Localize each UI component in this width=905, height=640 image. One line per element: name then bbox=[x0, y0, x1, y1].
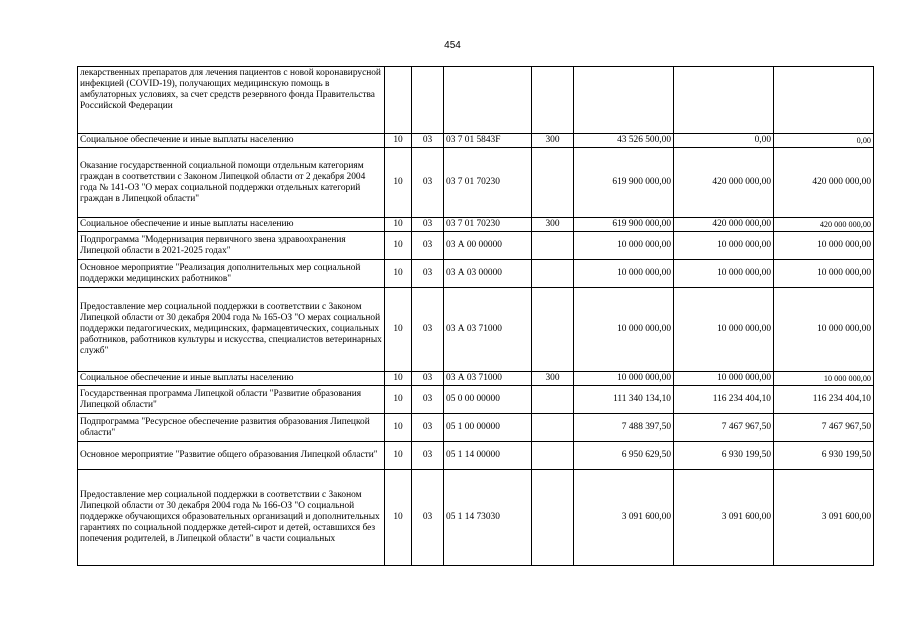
row-amount-3: 420 000 000,00 bbox=[774, 148, 874, 218]
row-amount-1: 619 900 000,00 bbox=[574, 218, 674, 232]
row-amount-2: 10 000 000,00 bbox=[674, 232, 774, 260]
row-expense-type bbox=[532, 232, 574, 260]
table-row bbox=[78, 134, 874, 148]
row-amount-1: 7 488 397,50 bbox=[574, 414, 674, 442]
row-expense-type: 300 bbox=[532, 134, 574, 148]
row-subsection: 03 bbox=[412, 260, 444, 288]
row-name: Социальное обеспечение и иные выплаты населению bbox=[78, 134, 385, 148]
row-amount-2: 420 000 000,00 bbox=[674, 218, 774, 232]
row-expense-type bbox=[532, 442, 574, 470]
row-name: Предоставление мер социальной поддержки в соответствии с Законом Липецкой области от 30 декабря 2004 года № 166-ОЗ "О социальной поддержке обучающихся образовательных организаций и дополнительных гарантиях по социальной поддержке детей-сирот и детей, оставшихся без попечения родителей, в Липецкой области" в части социальных bbox=[78, 470, 385, 566]
row-expense-type bbox=[532, 414, 574, 442]
row-expense-type bbox=[532, 386, 574, 414]
row-subsection: 03 bbox=[412, 442, 444, 470]
row-section: 10 bbox=[385, 218, 412, 232]
row-amount-3: 7 467 967,50 bbox=[774, 414, 874, 442]
table-row bbox=[78, 470, 874, 566]
table-row bbox=[78, 372, 874, 386]
row-target-article: 03 А 03 71000 bbox=[444, 372, 532, 386]
row-name: Основное мероприятие "Развитие общего образования Липецкой области" bbox=[78, 442, 385, 470]
row-name: Основное мероприятие "Реализация дополнительных мер социальной поддержки медицинских работников" bbox=[78, 260, 385, 288]
row-amount-2 bbox=[674, 67, 774, 134]
row-amount-3 bbox=[774, 67, 874, 134]
row-section: 10 bbox=[385, 260, 412, 288]
row-name: Государственная программа Липецкой области "Развитие образования Липецкой области" bbox=[78, 386, 385, 414]
row-section: 10 bbox=[385, 288, 412, 372]
row-section: 10 bbox=[385, 372, 412, 386]
row-amount-3: 116 234 404,10 bbox=[774, 386, 874, 414]
table-row bbox=[78, 148, 874, 218]
row-amount-1: 10 000 000,00 bbox=[574, 260, 674, 288]
row-amount-2: 10 000 000,00 bbox=[674, 260, 774, 288]
row-expense-type bbox=[532, 288, 574, 372]
row-target-article bbox=[444, 67, 532, 134]
row-amount-1: 6 950 629,50 bbox=[574, 442, 674, 470]
row-expense-type bbox=[532, 260, 574, 288]
row-section bbox=[385, 67, 412, 134]
row-amount-1: 10 000 000,00 bbox=[574, 288, 674, 372]
row-target-article: 03 А 00 00000 bbox=[444, 232, 532, 260]
row-amount-1: 619 900 000,00 bbox=[574, 148, 674, 218]
row-amount-2: 6 930 199,50 bbox=[674, 442, 774, 470]
row-name: Предоставление мер социальной поддержки в соответствии с Законом Липецкой области от 30 декабря 2004 года № 165-ОЗ "О мерах социальной поддержки педагогических, медицинских, фармацевтических, социальных работников, работников культуры и искусства, специалистов ветеринарных служб" bbox=[78, 288, 385, 372]
row-amount-3: 420 000 000,00 bbox=[774, 218, 874, 232]
row-subsection: 03 bbox=[412, 470, 444, 566]
row-subsection: 03 bbox=[412, 148, 444, 218]
table-row bbox=[78, 232, 874, 260]
row-name: Социальное обеспечение и иные выплаты населению bbox=[78, 218, 385, 232]
row-target-article: 03 А 03 00000 bbox=[444, 260, 532, 288]
row-name: лекарственных препаратов для лечения пациентов с новой коронавирусной инфекцией (COVID-19), получающих медицинскую помощь в амбулаторных условиях, за счет средств резервного фонда Правительства Российской Федерации bbox=[78, 67, 385, 134]
row-amount-3: 10 000 000,00 bbox=[774, 260, 874, 288]
row-expense-type: 300 bbox=[532, 372, 574, 386]
row-expense-type bbox=[532, 470, 574, 566]
table-row bbox=[78, 67, 874, 134]
row-subsection: 03 bbox=[412, 386, 444, 414]
table-row bbox=[78, 442, 874, 470]
row-amount-1: 43 526 500,00 bbox=[574, 134, 674, 148]
row-amount-3: 0,00 bbox=[774, 134, 874, 148]
row-amount-2: 420 000 000,00 bbox=[674, 148, 774, 218]
row-target-article: 05 1 14 73030 bbox=[444, 470, 532, 566]
table-row bbox=[78, 288, 874, 372]
row-amount-3: 6 930 199,50 bbox=[774, 442, 874, 470]
row-section: 10 bbox=[385, 414, 412, 442]
row-amount-1: 111 340 134,10 bbox=[574, 386, 674, 414]
row-subsection: 03 bbox=[412, 372, 444, 386]
row-amount-2: 0,00 bbox=[674, 134, 774, 148]
row-section: 10 bbox=[385, 148, 412, 218]
row-amount-2: 10 000 000,00 bbox=[674, 372, 774, 386]
row-target-article: 05 1 14 00000 bbox=[444, 442, 532, 470]
row-amount-2: 10 000 000,00 bbox=[674, 288, 774, 372]
row-subsection: 03 bbox=[412, 414, 444, 442]
table-row bbox=[78, 218, 874, 232]
row-amount-1: 3 091 600,00 bbox=[574, 470, 674, 566]
row-target-article: 03 7 01 70230 bbox=[444, 218, 532, 232]
row-section: 10 bbox=[385, 470, 412, 566]
row-target-article: 03 7 01 5843F bbox=[444, 134, 532, 148]
row-amount-3: 10 000 000,00 bbox=[774, 288, 874, 372]
row-amount-3: 3 091 600,00 bbox=[774, 470, 874, 566]
row-subsection: 03 bbox=[412, 218, 444, 232]
row-target-article: 05 1 00 00000 bbox=[444, 414, 532, 442]
row-expense-type bbox=[532, 67, 574, 134]
row-amount-2: 7 467 967,50 bbox=[674, 414, 774, 442]
row-amount-1: 10 000 000,00 bbox=[574, 232, 674, 260]
table-row bbox=[78, 260, 874, 288]
row-amount-1: 10 000 000,00 bbox=[574, 372, 674, 386]
budget-table bbox=[77, 66, 874, 566]
row-section: 10 bbox=[385, 386, 412, 414]
row-amount-3: 10 000 000,00 bbox=[774, 232, 874, 260]
row-amount-2: 116 234 404,10 bbox=[674, 386, 774, 414]
row-target-article: 03 7 01 70230 bbox=[444, 148, 532, 218]
row-target-article: 05 0 00 00000 bbox=[444, 386, 532, 414]
row-name: Оказание государственной социальной помощи отдельным категориям граждан в соответствии с Законом Липецкой области от 2 декабря 2004 года № 141-ОЗ "О мерах социальной поддержки отдельных категорий граждан в Липецкой области" bbox=[78, 148, 385, 218]
row-expense-type: 300 bbox=[532, 218, 574, 232]
row-section: 10 bbox=[385, 442, 412, 470]
row-section: 10 bbox=[385, 232, 412, 260]
row-name: Подпрограмма "Ресурсное обеспечение развития образования Липецкой области" bbox=[78, 414, 385, 442]
row-expense-type bbox=[532, 148, 574, 218]
table-row bbox=[78, 414, 874, 442]
row-section: 10 bbox=[385, 134, 412, 148]
row-subsection bbox=[412, 67, 444, 134]
row-subsection: 03 bbox=[412, 134, 444, 148]
row-name: Социальное обеспечение и иные выплаты населению bbox=[78, 372, 385, 386]
row-subsection: 03 bbox=[412, 288, 444, 372]
row-amount-3: 10 000 000,00 bbox=[774, 372, 874, 386]
table-row bbox=[78, 386, 874, 414]
row-name: Подпрограмма "Модернизация первичного звена здравоохранения Липецкой области в 2021-2025 годах" bbox=[78, 232, 385, 260]
row-target-article: 03 А 03 71000 bbox=[444, 288, 532, 372]
row-subsection: 03 bbox=[412, 232, 444, 260]
row-amount-1 bbox=[574, 67, 674, 134]
page-number: 454 bbox=[444, 40, 461, 51]
row-amount-2: 3 091 600,00 bbox=[674, 470, 774, 566]
